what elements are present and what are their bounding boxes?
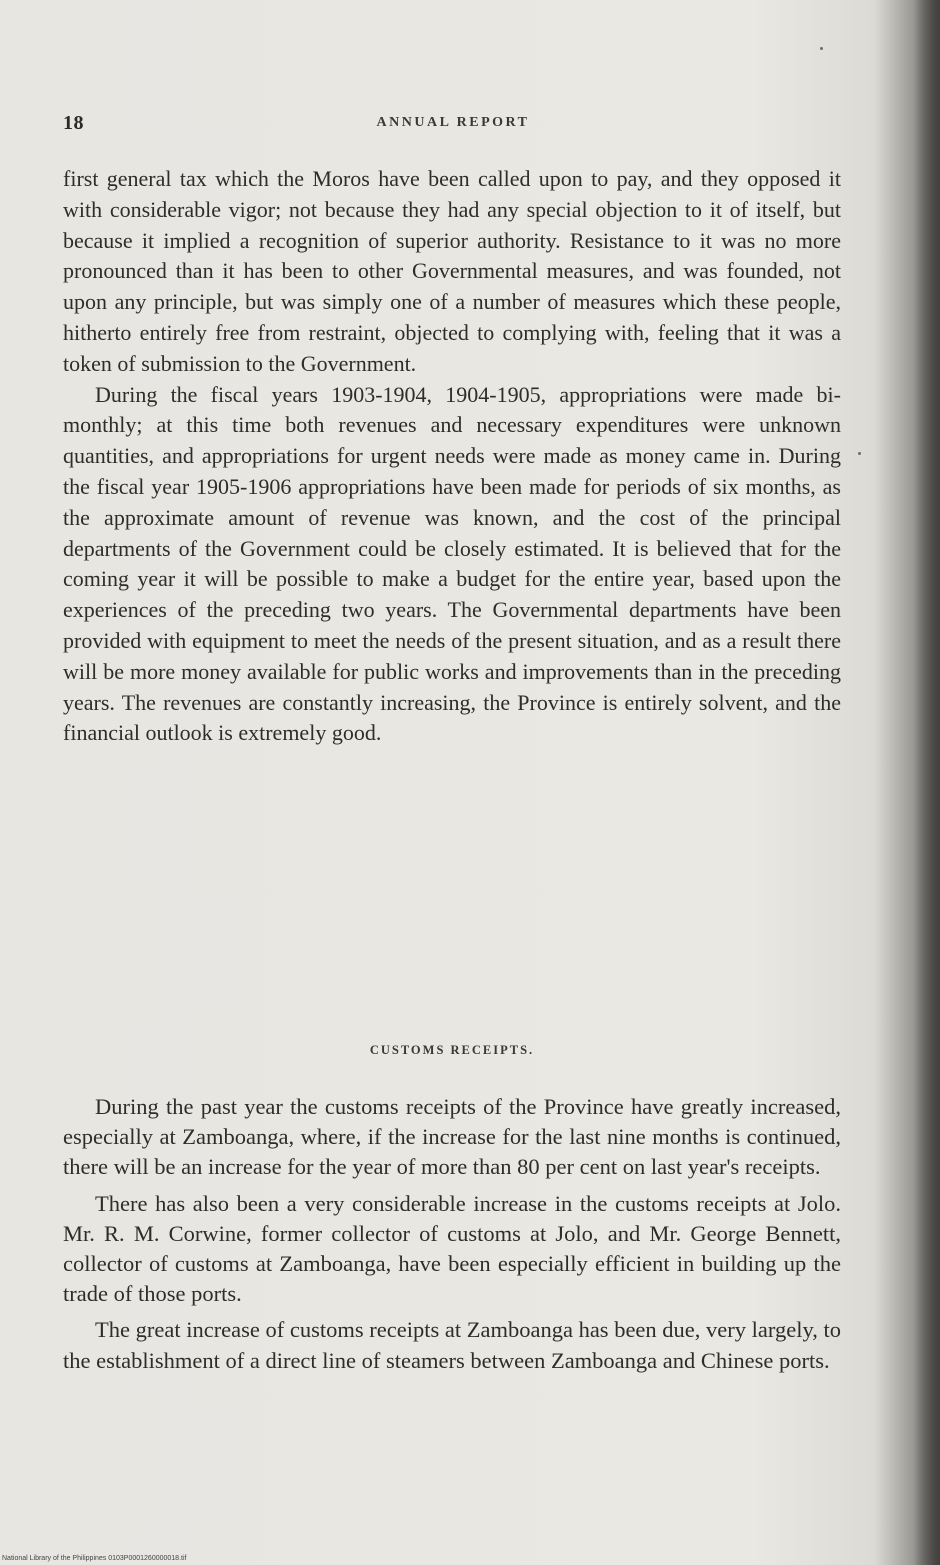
paragraph: There has also been a very considerable increase in the customs receipts at Jolo. Mr. R. M. Corwine, former collector of customs at Jolo, and Mr. George Bennett, collector of customs at Zamboanga, have been especially efficient in building up the trade of those ports. — [63, 1190, 841, 1307]
paragraph: During the fiscal years 1903-1904, 1904-1905, appropriations were made bi-monthly; at this time both revenues and necessary expenditures were unknown quantities, and appropriations for urgent needs were made as money came in. During the fiscal year 1905-1906 appropriations have been made for periods of six months, as the approximate amount of revenue was known, and the cost of the principal departments of the Government could be closely estimated. It is believed that for the coming year it will be possible to make a budget for the entire year, based upon the experiences of the preceding two years. The Governmental departments have been provided with equipment to meet the needs of the present situation, and as a result there will be more money available for public works and improvements than in the preceding years. The revenues are constantly increasing, the Province is entirely solvent, and the financial outlook is extremely good. — [63, 381, 841, 746]
running-head: ANNUAL REPORT — [376, 115, 530, 130]
paper-speck — [858, 452, 861, 455]
section-body — [63, 1092, 841, 1382]
body-text — [63, 164, 841, 749]
page-number: 18 — [63, 112, 84, 134]
page-header — [63, 112, 843, 142]
binding-shadow — [914, 0, 940, 1565]
paragraph: The great increase of customs receipts at Zamboanga has been due, very largely, to the establishment of a direct line of steamers between Zamboanga and Chinese ports. — [63, 1317, 841, 1373]
section-heading: CUSTOMS RECEIPTS. — [369, 1043, 535, 1057]
scan-credit: National Library of the Philippines 0103P0001260000018.tif — [2, 1555, 187, 1562]
paragraph: first general tax which the Moros have been called upon to pay, and they opposed it with considerable vigor; not because they had any special objection to it of itself, but because it implied a recognition of superior authority. Resistance to it was no more pronounced than it has been to other Governmental measures, and was founded, not upon any principle, but was simply one of a number of measures which these people, hitherto entirely free from restraint, objected to complying with, feeling that it was a token of submission to the Government. — [63, 166, 841, 376]
paragraph: During the past year the customs receipts of the Province have greatly increased, especially at Zamboanga, where, if the increase for the last nine months is continued, there will be an increase for the year of more than 80 per cent on last year's receipts. — [63, 1094, 841, 1180]
paper-speck — [820, 47, 823, 50]
